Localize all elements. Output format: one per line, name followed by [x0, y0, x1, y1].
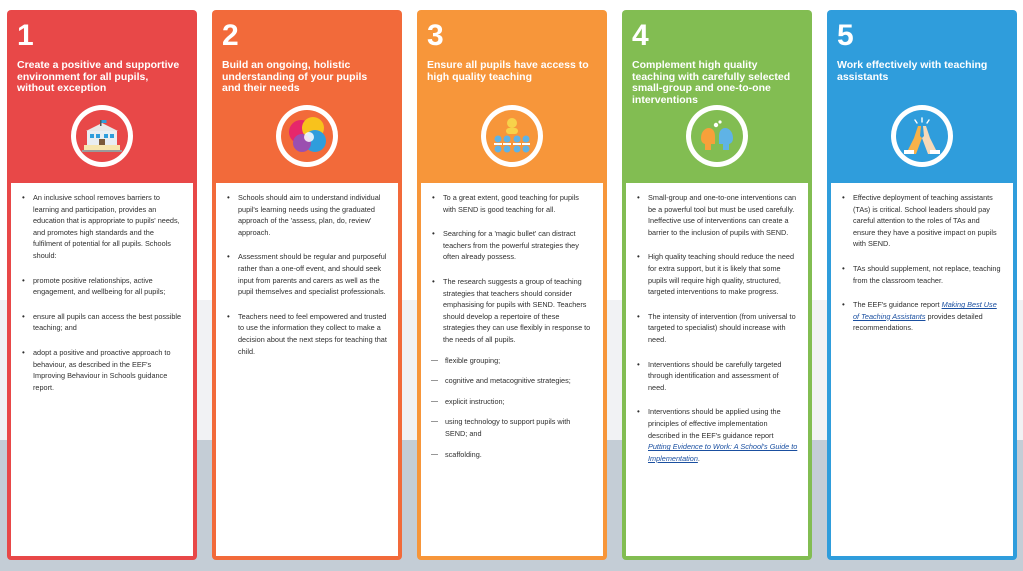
card-body [421, 183, 603, 556]
card-body [626, 183, 808, 556]
card-body [11, 183, 193, 556]
school-building-icon [71, 105, 133, 167]
list-item: • TAs should supplement, not replace, teaching from the classroom teacher. [841, 263, 1003, 286]
list-item: • An inclusive school removes barriers to learning and participation, provides an education that is appropriate to pupils' needs, and promotes high standards and the fulfilment of potential for all pupils. Schools should: [21, 192, 183, 262]
list-item: — using technology to support pupils with SEND; and [431, 416, 593, 439]
list-item: • The EEF's guidance report Making Best Use of Teaching Assistants provides detailed recommendations. [841, 299, 1003, 334]
card-title: Complement high quality teaching with carefully selected small-group and one-to-one interventions [632, 59, 791, 106]
card-title: Build an ongoing, holistic understanding of your pupils and their needs [222, 59, 368, 94]
card-number: 2 [222, 19, 239, 52]
card-header [831, 14, 1013, 183]
list-item: — explicit instruction; [431, 396, 593, 408]
card-title: Work effectively with teaching assistants [837, 59, 988, 83]
card-number: 4 [632, 19, 649, 52]
card-body [216, 183, 398, 556]
card-body [831, 183, 1013, 556]
two-heads-talking-icon [686, 105, 748, 167]
recommendation-card-5 [827, 10, 1017, 560]
recommendation-card-2 [212, 10, 402, 560]
teacher-and-class-icon [481, 105, 543, 167]
card-number: 1 [17, 19, 34, 52]
card-title: Ensure all pupils have access to high quality teaching [427, 59, 589, 83]
list-item: • Interventions should be carefully targeted through identification and assessment of need. [636, 359, 798, 394]
list-item: — scaffolding. [431, 449, 593, 461]
list-item: • Interventions should be applied using the principles of effective implementation described in the EEF's guidance report Putting Evidence to Work: A School's Guide to Implementation. [636, 406, 798, 464]
card-number: 5 [837, 19, 854, 52]
list-item: • adopt a positive and proactive approach to behaviour, as described in the EEF's Improving Behaviour in Schools guidance report. [21, 347, 183, 393]
teaching-assistants-guide-link[interactable]: Making Best Use of Teaching Assistants [853, 300, 997, 321]
implementation-guide-link[interactable]: Putting Evidence to Work: A School's Guide to Implementation [648, 442, 798, 463]
card-header [626, 14, 808, 183]
list-item: • The intensity of intervention (from universal to targeted to specialist) should increase with need. [636, 311, 798, 346]
recommendation-card-3 [417, 10, 607, 560]
list-item: — cognitive and metacognitive strategies; [431, 375, 593, 387]
recommendation-card-4 [622, 10, 812, 560]
recommendation-card-1 [7, 10, 197, 560]
list-item: • promote positive relationships, active engagement, and wellbeing for all pupils; [21, 275, 183, 298]
list-item: • Effective deployment of teaching assistants (TAs) is critical. School leaders should pay careful attention to the roles of TAs and ensure they have a positive impact on pupils with SEND. [841, 192, 1003, 250]
card-title: Create a positive and supportive environment for all pupils, without exception [17, 59, 180, 94]
list-item: • Assessment should be regular and purposeful rather than a one-off event, and should seek input from parents and carers as well as the pupil themselves and specialist professionals. [226, 251, 388, 297]
card-header [216, 14, 398, 183]
list-item: • To a great extent, good teaching for pupils with SEND is good teaching for all. [431, 192, 593, 215]
list-item: • Searching for a 'magic bullet' can distract teachers from the powerful strategies they often already possess. [431, 228, 593, 263]
recommendation-cards [7, 10, 1017, 560]
list-item: • High quality teaching should reduce the need for extra support, but it is likely that some pupils will require high quality, structured, targeted interventions to make progress. [636, 251, 798, 297]
card-header [11, 14, 193, 183]
list-item: — flexible grouping; [431, 355, 593, 367]
card-number: 3 [427, 19, 444, 52]
list-item: • Schools should aim to understand individual pupil's learning needs using the graduated approach of the 'assess, plan, do, review' approach. [226, 192, 388, 238]
high-five-icon [891, 105, 953, 167]
card-header [421, 14, 603, 183]
list-item: • ensure all pupils can access the best possible teaching; and [21, 311, 183, 334]
list-item: • Small-group and one-to-one interventions can be a powerful tool but must be used carefully. Ineffective use of interventions can create a barrier to the inclusion of pupils with SEND. [636, 192, 798, 238]
list-item: • The research suggests a group of teaching strategies that teachers should consider emphasising for pupils with SEND. Teachers should develop a repertoire of these strategies they can use flexibly in response to the needs of all pupils. [431, 276, 593, 346]
list-item: • Teachers need to feel empowered and trusted to use the information they collect to make a decision about the next steps for teaching that child. [226, 311, 388, 357]
speech-bubbles-icon [276, 105, 338, 167]
